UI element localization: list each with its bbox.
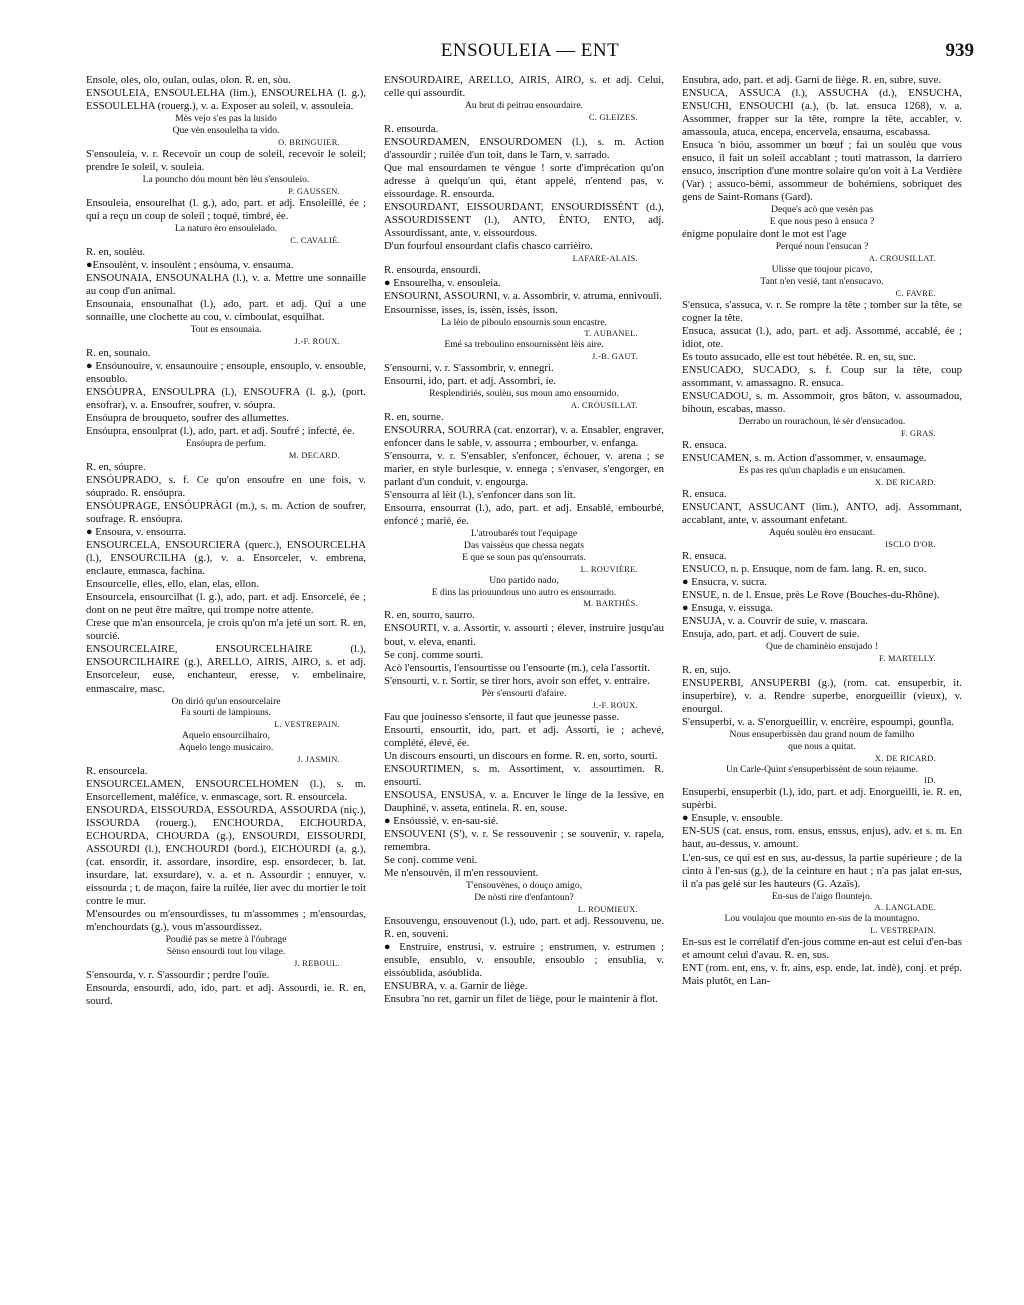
dictionary-entry: R. ensuca.	[682, 487, 727, 500]
dictionary-entry: ENSÓUPRA, ENSOULPRA (l.), ENSOUFRA (l. g.), (port. ensofrar), v. a. Ensoufrer, soufrer, v. sóupra.	[86, 385, 366, 411]
quotation-line: De nòsti rire d'enfantoun?	[474, 891, 574, 903]
quotation-source: M. DECARD.	[288, 450, 340, 460]
quotation-source: T. AUBANEL.	[584, 329, 638, 339]
dictionary-entry: ENSOURCELA, ENSOURCIERA (querc.), ENSOURCELHA (l.), ENSOURCILHA (g.), v. a. Ensorceler, v. embrena, enclaure, enmasca, fachina.	[86, 539, 366, 578]
dictionary-entry: ENSUCADOU, s. m. Assommoir, gros bâton, v. assoumadou, bihoun, escabas, masso.	[682, 389, 962, 415]
dictionary-entry: Ensouleia, ensourelhat (l. g.), ado, part. et adj. Ensoleillé, ée ; qui a reçu un coup de soleil ; toqué, timbré, ée.	[86, 196, 366, 222]
dictionary-entry: Que mal ensourdamen te vèngue ! sorte d'imprécation qu'on adresse à quelqu'un qui, étant appelé, n'entend pas, v. eissourdage. R. ensourda.	[384, 162, 664, 201]
quotation-source: J.-B. GAUT.	[592, 352, 638, 362]
dictionary-entry: Ensuca 'n bióu, assommer un bœuf ; fai un soulèu que vous ensuco, il fait un soleil accablant ; touti matrasson, la darriero ensuco, inscription d'une montre solaire qu'on voit à La Verdière (Var) ; assuco-bèmi, assommeur de bohémiens, sobriquet des gens de Saint-Romans (Gard).	[682, 139, 962, 204]
column-left	[86, 74, 366, 1285]
running-title: ENSOULEIA — ENT	[440, 40, 620, 61]
dictionary-entry: ● Ensucra, v. sucra.	[682, 575, 767, 588]
dictionary-entry: En-sus est le corrélatif d'en-jous comme en-aut est celui d'en-bas et amount celui d'avau. R. en, sus.	[682, 936, 962, 962]
quotation-line: Lou voulajou que mounto en-sus de la mountagno.	[724, 913, 920, 925]
quotation-line: L'atroubarés tout l'equipage	[470, 528, 578, 540]
dictionary-entry: Ensuca, assucat (l.), ado, part. et adj. Assommé, accablé, ée ; idiot, ote.	[682, 324, 962, 350]
dictionary-entry: ENSOURTI, v. a. Assortir, v. assourti ; élever, instruire jusqu'au bout, v. eleva, enanti.	[384, 622, 664, 648]
quotation-line: T'ensouvènes, o douço amigo,	[465, 880, 583, 892]
quotation-line: Resplendiriés, soulèu, sus moun amo ensournido.	[429, 388, 619, 400]
quotation-line: E que nous peso à ensuca ?	[769, 216, 875, 228]
dictionary-entry: Ensóupra, ensoulprat (l.), ado, part. et adj. Soufré ; infecté, ée.	[86, 424, 355, 437]
dictionary-entry: R. ensuca.	[682, 438, 727, 451]
dictionary-entry: ENSOUSA, ENSUSA, v. a. Encuver le linge de la lessive, en Dauphiné, v. asseta, entinela. R. en, souse.	[384, 788, 664, 814]
quotation-source: X. DE RICARD.	[874, 477, 936, 487]
dictionary-entry: ENSOUNAIA, ENSOUNALHA (l.), v. a. Mettre une sonnaille au coup d'un animal.	[86, 271, 366, 297]
quotation-line: Nous ensuperbissèn dau grand noum de familho	[729, 728, 915, 740]
quotation-source: F. MARTELLY.	[878, 653, 936, 663]
dictionary-entry: Se conj. comme sourti.	[384, 648, 484, 661]
dictionary-entry: L'en-sus, ce qui est en sus, au-dessus, la partie supérieure ; de la cinto à l'en-sus (g.), de la ceinture en haut ; n'a pas jalat en-sus, il n'a pas gelé sur les hauteurs (G. Azaïs).	[682, 851, 962, 890]
dictionary-entry: ENSUCANT, ASSUCANT (lim.), ANTO, adj. Assommant, accablant, ante, v. assoumant enfetant.	[682, 500, 962, 526]
quotation-source: C. GLEIZES.	[588, 112, 638, 122]
quotation-line: Que vèn ensoulelha ta vido.	[172, 124, 280, 136]
quotation-line: Mès vejo s'es pas la lusido	[175, 113, 277, 125]
dictionary-entry: Ensourda, ensourdi, ado, ido, part. et adj. Assourdi, ie. R. en, sourd.	[86, 982, 366, 1008]
dictionary-entry: ENSOURCELAMEN, ENSOURCELHOMEN (l.), s. m. Ensorcellement, maléfice, v. enmascage, sort. R. ensourcela.	[86, 777, 366, 803]
quotation-source: L. ROUVIÈRE.	[580, 564, 638, 574]
quotation-source: X. DE RICARD.	[874, 753, 936, 763]
dictionary-entry: ● Ensuga, v. eissuga.	[682, 601, 773, 614]
dictionary-entry: ENSOURTIMEN, s. m. Assortiment, v. assourtimen. R. ensourti.	[384, 762, 664, 788]
quotation-line: Aquéu soulèu èro ensucant.	[768, 526, 876, 538]
dictionary-entry: R. en, sourne.	[384, 411, 444, 424]
quotation-source: O. BRINGUIER.	[278, 137, 340, 147]
dictionary-entry: ENSUCADO, SUCADO, s. f. Coup sur la tête, coup assommant, v. amassagno. R. ensuca.	[682, 363, 962, 389]
dictionary-entry: ● Enstruire, enstrusi, v. estruire ; enstrumen, v. estrumen ; ensuble, ensublo, v. ensouble, ensoublo ; ensublia, v. eissóublida, asóublida.	[384, 940, 664, 979]
quotation-line: En-sus de l'aigo flountejo.	[771, 890, 873, 902]
quotation-line: Tout es ensounaia.	[190, 323, 262, 335]
dictionary-entry: Fau que jouinesso s'ensorte, il faut que jeunesse passe.	[384, 710, 620, 723]
dictionary-entry: S'ensourda, v. r. S'assourdir ; perdre l'ouïe.	[86, 968, 270, 981]
dictionary-entry: Ensouvengu, ensouvenout (l.), udo, part. et adj. Ressouvenu, ue. R. en, souveni.	[384, 914, 664, 940]
dictionary-entry: ENSUBRA, v. a. Garnir de liège.	[384, 979, 528, 992]
quotation-source: C. FAVRE.	[895, 288, 936, 298]
dictionary-entry: ENSOURDANT, EISSOURDANT, ENSOURDISSÈNT (d.), ASSOURDISSENT (l.), ANTO, ÈNTO, ENTO, adj. Assourdissant, ante, v. eissourdous.	[384, 201, 664, 240]
quotation-source: LAFARE-ALAIS.	[572, 254, 638, 264]
dictionary-entry: Ensournisse, isses, is, issèn, issès, isson.	[384, 303, 558, 316]
dictionary-entry: S'ensourra, v. r. S'ensabler, s'enfoncer, échouer, v. arena ; se marier, en style burlesque, v. ennega ; s'envaser, s'engorger, en parlant d'un conduit, v. engourga.	[384, 450, 664, 489]
dictionary-entry: ●Ensoulènt, v. insoulènt ; ensòuma, v. ensauma.	[86, 258, 294, 271]
dictionary-entry: ENSUCAMEN, s. m. Action d'assommer, v. ensaumage.	[682, 451, 927, 464]
dictionary-entry: R. ensourda.	[384, 122, 439, 135]
dictionary-entry: ENSUCA, ASSUCA (l.), ASSUCHA (d.), ENSUCHA, ENSUCHI, ENSOUCHI (a.), (b. lat. ensuca 1268), v. a. Assommer, frapper sur la tête, rompre la tête, accabler, v. amassoula, atuca, encepa, encervela, ensauma, escabassa.	[682, 87, 962, 139]
dictionary-entry: S'ensouleia, v. r. Recevoir un coup de soleil, recevoir le soleil; prendre le soleil, v. souleia.	[86, 147, 366, 173]
quotation-line: que nous a quitat.	[788, 740, 856, 752]
dictionary-entry: R. ensourda, ensourdi.	[384, 264, 481, 277]
dictionary-entry: Ensourcelle, elles, ello, elan, elas, ellon.	[86, 578, 259, 591]
dictionary-entry: R. en, soulèu.	[86, 245, 146, 258]
quotation-source: L. VESTREPAIN.	[274, 720, 340, 730]
quotation-source: J. REBOUL.	[293, 958, 340, 968]
dictionary-entry: Ensole, oles, olo, oulan, oulas, olon. R. en, sòu.	[86, 74, 291, 86]
dictionary-entry: ● Ensuple, v. ensouble.	[682, 812, 783, 825]
quotation-line: Ulisse que toujour picavo,	[771, 263, 873, 275]
dictionary-entry: Ensourra, ensourrat (l.), ado, part. et adj. Ensablé, embourbé, enfoncé ; marié, ée.	[384, 502, 664, 528]
quotation-line: On dirió qu'un ensourcelaire	[171, 695, 281, 707]
quotation-line: Deque's acò que vesèn pas	[771, 204, 873, 216]
dictionary-entry: Ensuperbi, ensuperbit (l.), ido, part. et adj. Enorgueilli, ie. R. en, supèrbi.	[682, 786, 962, 812]
quotation-line: Un Carle-Quint s'ensuperbissènt de soun reiaume.	[726, 763, 918, 775]
quotation-source: P. GAUSSEN.	[288, 186, 340, 196]
quotation-source: F. GRAS.	[900, 428, 936, 438]
quotation-line: Poudié pas se metre à l'óubrage	[165, 934, 287, 946]
column-right	[682, 74, 962, 1285]
dictionary-entry: Acò l'ensourtis, l'ensourtisse ou l'ensourte (m.), cela l'assortit.	[384, 661, 650, 674]
dictionary-entry: ● Ensóussié, v. en-sau-sié.	[384, 814, 499, 827]
quotation-line: Perqué noun l'ensucan ?	[775, 241, 869, 253]
dictionary-entry: Ensubra 'no ret, garnir un filet de liège, pour le maintenir à flot.	[384, 993, 658, 1005]
dictionary-entry: R. ensuca.	[682, 549, 727, 562]
dictionary-entry: Crese que m'an ensourcela, je crois qu'on m'a jeté un sort. R. en, sourcié.	[86, 617, 366, 643]
dictionary-entry: ENSUPERBI, ANSUPERBI (g.), (rom. cat. ensuperbir, it. insuperbire), v. a. Rendre superbe, enorgueillir (vieux), v. enourgul.	[682, 676, 962, 715]
dictionary-entry: ENSUJA, v. a. Couvrir de suie, v. mascara.	[682, 614, 869, 627]
dictionary-entry: Me n'ensouvèn, il m'en ressouvient.	[384, 867, 539, 880]
column-middle	[384, 74, 664, 1285]
quotation-line: La pouncho dóu mount bèn lèu s'ensouleio.	[142, 173, 310, 185]
dictionary-entry: ENSOURCELAIRE, ENSOURCELHAIRE (l.), ENSOURCILHAIRE (g.), ARELLO, AIRIS, AIRO, s. et adj. Ensorceleur, euse, enchanteur, eresse, v. embelinaire, enmascaire, masc.	[86, 643, 366, 695]
dictionary-entry: D'un fourfoul ensourdant clafis chasco carrièiro.	[384, 240, 593, 253]
quotation-line: La lèio de piboulo ensournis soun encastre.	[441, 316, 607, 328]
dictionary-entry: ENSOURNI, ASSOURNI, v. a. Assombrir, v. atruma, ennivouli.	[384, 290, 662, 303]
dictionary-entry: Ensóupra de brouqueto, soufrer des allumettes.	[86, 411, 289, 424]
quotation-line: Aquelo lengo musicairo.	[178, 741, 274, 753]
dictionary-entry: R. ensourcela.	[86, 764, 148, 777]
quotation-line: Es pas res qu'un chapladis e un ensucamen.	[738, 464, 906, 476]
dictionary-entry: Es touto assucado, elle est tout hébétée. R. en, su, suc.	[682, 350, 916, 363]
quotation-line: Pèr s'ensourti d'afaire.	[481, 687, 567, 699]
quotation-source: C. CAVALIÉ.	[290, 235, 340, 245]
quotation-source: ID.	[924, 776, 936, 786]
quotation-line: Aquelo ensourcilhairo,	[182, 730, 270, 742]
dictionary-entry: énigme populaire dont le mot est l'age	[682, 228, 847, 241]
quotation-source: A. CROUSILLAT.	[868, 253, 936, 263]
dictionary-entry: ENSOULEIA, ENSOULELHA (lim.), ENSOURELHA (l. g.), ESSOULELHA (rouerg.), v. a. Exposer au soleil, v. assouleia.	[86, 87, 366, 113]
dictionary-entry: R. en, sourro, saurro.	[384, 609, 475, 622]
page-header	[86, 40, 974, 70]
quotation-line: Fa sourti de lampiouns.	[180, 707, 272, 719]
dictionary-entry: R. en, sounaio.	[86, 346, 151, 359]
quotation-line: La naturo èro ensoulelado.	[174, 222, 278, 234]
dictionary-entry: ENSOUVENI (S'), v. r. Se ressouvenir ; se souvenir, v. rapela, remembra.	[384, 827, 664, 853]
dictionary-entry: ENSOURDA, EISSOURDA, ESSOURDA, ASSOURDA (niç.), ISSOURDA (rouerg.), ENCHOURDA, EICHOURDA, ECHOURDA, CHOURDA (g.), ENSOURDI, EISSOURDI, ASSOURDI (l.), ENCHOURDI (bord.), EICHOURDI (a. g.), (cat. ensordir, it. assordare, insordire, esp. ensordecer, b. lat. insurdare, lat. exsurdare), v. a. et n. Assourdir ; ennuyer, v. eissourda ; t. de maçon, faire la ruilée, lier avec du mortier le toit contre le mur.	[86, 803, 366, 908]
dictionary-entry: ENT (rom. ent, ens, v. fr. ains, esp. ende, lat. indè), conj. et prép. Mais plutôt, en Lan-	[682, 962, 962, 988]
quotation-source: J.-F. ROUX.	[592, 700, 638, 710]
quotation-line: Que de chaminèio ensujado !	[766, 640, 878, 652]
dictionary-entry: Ensourcela, ensourcilhat (l. g.), ado, part. et adj. Ensorcelé, ée ; dont on ne peut être maître, qui trompe notre attente.	[86, 591, 366, 617]
dictionary-entry: ENSOURDAMEN, ENSOURDOMEN (l.), s. m. Action d'assourdir ; ruilée d'un toit, dans le Tarn, v. sarrado.	[384, 135, 664, 161]
dictionary-entry: S'ensourti, v. r. Sortir, se tirer hors, avoir son effet, v. entraire.	[384, 674, 650, 687]
dictionary-entry: Un discours ensourti, un discours en forme. R. en, sorto, sourti.	[384, 749, 658, 762]
quotation-source: J.-F. ROUX.	[294, 336, 340, 346]
dictionary-entry: ● Ensourelha, v. ensouleia.	[384, 277, 501, 290]
quotation-source: J. JASMIN.	[297, 754, 340, 764]
dictionary-entry: ENSOURRA, SOURRA (cat. enzorrar), v. a. Ensabler, engraver, enfoncer dans le sable, v. assourra ; embourber, v. enfanga.	[384, 424, 664, 450]
quotation-source: M. BARTHÉS.	[583, 599, 638, 609]
dictionary-entry: Ensounaia, ensounalhat (l.), ado, part. et adj. Qui a une sonnaille, une clochette au cou, v. cimboulat, esquilhat.	[86, 297, 366, 323]
quotation-line: Ensóupra de perfum.	[185, 437, 267, 449]
quotation-line: Sènso ensourdi tout lou vilage.	[166, 946, 286, 958]
quotation-source: L. ROUMIEUX.	[577, 904, 638, 914]
quotation-line: Derrabo un rourachoun, lé sèr d'ensucadou.	[738, 415, 906, 427]
dictionary-entry: Ensourti, ensourtit, ido, part. et adj. Assorti, ie ; achevé, complété, élevé, ée.	[384, 723, 664, 749]
dictionary-entry: R. en, sujo.	[682, 663, 731, 676]
quotation-source: ISCLO D'OR.	[885, 539, 936, 549]
quotation-source: A. CROUSILLAT.	[570, 401, 638, 411]
dictionary-entry: ENSUCO, n. p. Ensuque, nom de fam. lang. R. en, suco.	[682, 562, 927, 575]
dictionary-entry: ENSUE, n. de l. Ensue, près Le Rove (Bouches-du-Rhône).	[682, 588, 940, 601]
quotation-line: Das vaissèus que chessa negats	[464, 540, 584, 552]
dictionary-entry: ● Ensóunouire, v. ensaunouire ; ensouple, ensouplo, v. ensouble, ensoublo.	[86, 359, 366, 385]
quotation-line: Tant n'en vesié, tant n'ensucavo.	[760, 275, 884, 287]
dictionary-entry: S'ensuca, s'assuca, v. r. Se rompre la tête ; tomber sur la tête, se cogner la tête.	[682, 298, 962, 324]
page-number: 939	[945, 40, 974, 61]
dictionary-entry: M'ensourdes ou m'ensourdisses, tu m'assommes ; m'ensourdas, m'enchourdats (g.), vous m'assourdissez.	[86, 908, 366, 934]
quotation-line: Uno partido nado,	[489, 574, 559, 586]
dictionary-entry: S'ensourni, v. r. S'assombrir, v. ennegri.	[384, 362, 554, 375]
quotation-line: Emé sa treboulino ensournissènt lèis aire.	[444, 339, 604, 351]
dictionary-entry: ENSÓUPRADO, s. f. Ce qu'on ensoufre en une fois, v. sóuprado. R. ensóupra.	[86, 473, 366, 499]
dictionary-entry: R. en, sóupre.	[86, 460, 146, 473]
dictionary-entry: Ensuja, ado, part. et adj. Couvert de suie.	[682, 627, 860, 640]
quotation-line: E que se soun pas qu'ensourrats.	[462, 552, 586, 564]
dictionary-entry: ● Ensoura, v. ensourra.	[86, 525, 186, 538]
dictionary-entry: S'ensourra al lèit (l.), s'enfoncer dans son lit.	[384, 489, 576, 502]
text-columns	[86, 74, 962, 1285]
dictionary-entry: ENSOURDAIRE, ARELLO, AIRIS, AIRO, s. et adj. Celui, celle qui assourdit.	[384, 74, 664, 100]
quotation-source: L. VESTREPAIN.	[870, 926, 936, 936]
dictionary-entry: Ensubra, ado, part. et adj. Garni de liège. R. en, subre, suve.	[682, 74, 942, 86]
dictionary-entry: S'ensuperbi, v. a. S'enorgueillir, v. encrèire, espoumpi, gounfla.	[682, 715, 955, 728]
quotation-source: A. LANGLADE.	[874, 903, 936, 913]
dictionary-entry: ENSÓUPRAGE, ENSÓUPRÀGI (m.), s. m. Action de soufrer, soufrage. R. ensóupra.	[86, 499, 366, 525]
quotation-line: Au brut di peitrau ensourdaire.	[464, 100, 584, 112]
quotation-line: E dins las priouundous uno autro es ensourrado.	[431, 586, 617, 598]
dictionary-entry: Ensourni, ido, part. et adj. Assombri, ie.	[384, 375, 557, 388]
dictionary-entry: EN-SUS (cat. ensus, rom. ensus, enssus, enjus), adv. et s. m. En haut, au-dessus, v. amount.	[682, 825, 962, 851]
dictionary-entry: Se conj. comme veni.	[384, 854, 478, 867]
